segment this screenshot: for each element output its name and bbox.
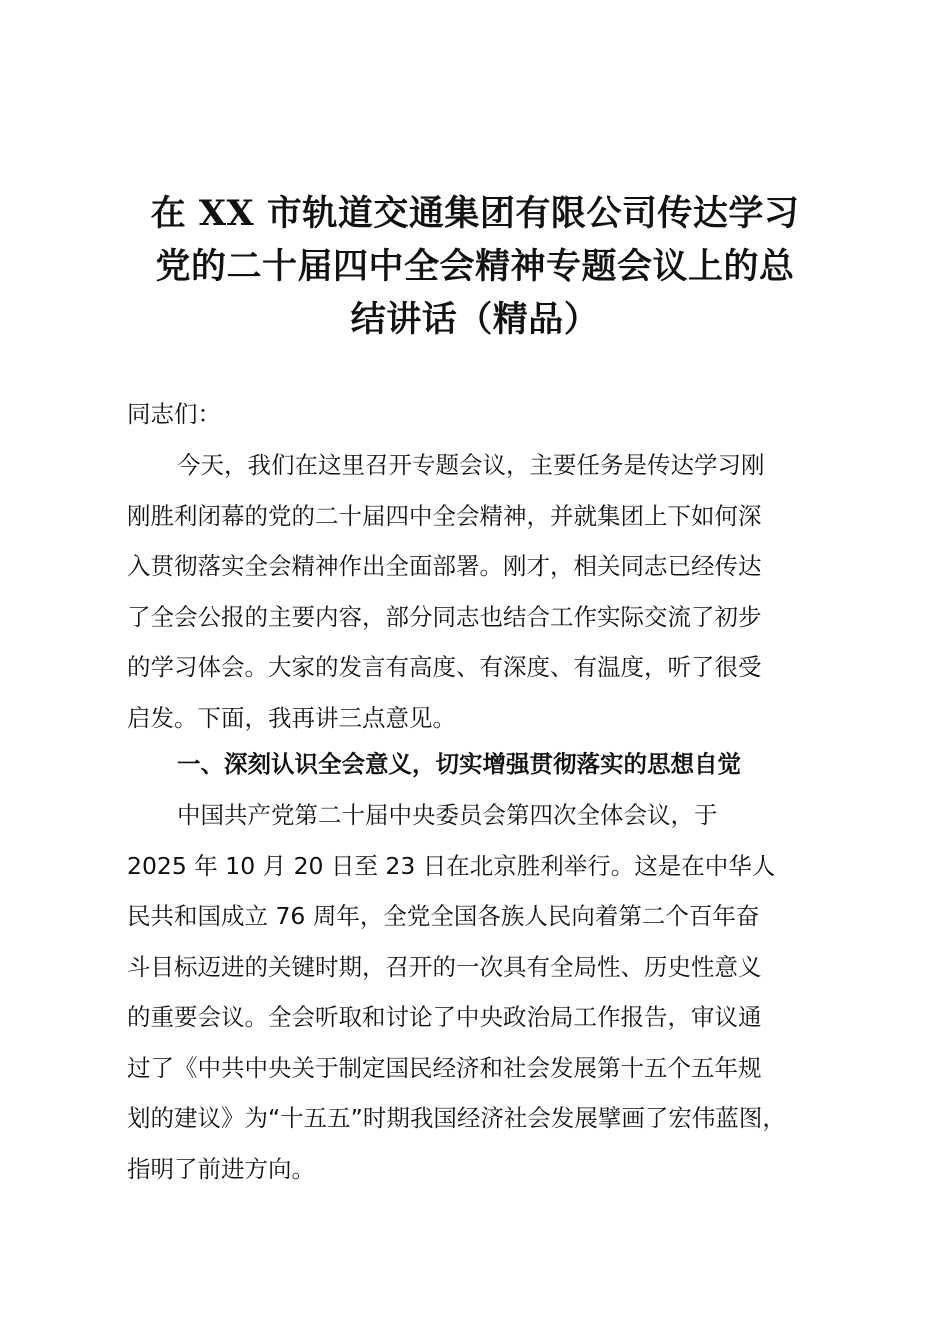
- paragraph-2-line: 过了《中共中央关于制定国民经济和社会发展第十五个五年规: [127, 1053, 762, 1082]
- title-line-2: 党的二十届四中全会精神专题会议上的总: [155, 246, 795, 287]
- paragraph-2-line: 划的建议》为“十五五”时期我国经济社会发展擘画了宏伟蓝图，: [127, 1104, 786, 1132]
- paragraph-1-line: 的学习体会。大家的发言有高度、有深度、有温度，听了很受: [127, 653, 762, 681]
- paragraph-1-line: 入贯彻落实全会精神作出全面部署。刚才，相关同志已经传达: [127, 552, 762, 580]
- paragraph-2-line: 2025 年 10 月 20 日至 23 日在北京胜利举行。这是在中华人: [127, 851, 776, 880]
- paragraph-1-line: 了全会公报的主要内容，部分同志也结合工作实际交流了初步: [127, 602, 762, 631]
- paragraph-2-line: 指明了前进方向。: [127, 1154, 315, 1183]
- paragraph-2-line: 斗目标迈进的关键时期，召开的一次具有全局性、历史性意义: [127, 952, 762, 981]
- paragraph-2-line: 中国共产党第二十届中央委员会第四次全体会议，于: [177, 801, 718, 829]
- salutation: 同志们：: [127, 400, 221, 428]
- paragraph-1-line: 今天，我们在这里召开专题会议，主要任务是传达学习刚: [177, 451, 765, 479]
- document-title: [100, 187, 850, 346]
- paragraph-2: [127, 790, 847, 1194]
- paragraph-2-line: 的重要会议。全会听取和讨论了中央政治局工作报告，审议通: [127, 1003, 762, 1031]
- paragraph-1-line: 启发。下面，我再讲三点意见。: [127, 703, 456, 732]
- title-line-3: 结讲话（精品）: [350, 299, 600, 340]
- paragraph-1: [127, 440, 847, 743]
- section-heading-1: [127, 739, 847, 790]
- title-line-1: 在 XX 市轨道交通集团有限公司传达学习: [150, 193, 800, 234]
- paragraph-1-line: 刚胜利闭幕的党的二十届四中全会精神，并就集团上下如何深: [127, 501, 762, 530]
- section-heading-1-text: 一、深刻认识全会意义，切实增强贯彻落实的思想自觉: [177, 750, 741, 778]
- paragraph-2-line: 民共和国成立 76 周年，全党全国各族人民向着第二个百年奋: [127, 902, 760, 930]
